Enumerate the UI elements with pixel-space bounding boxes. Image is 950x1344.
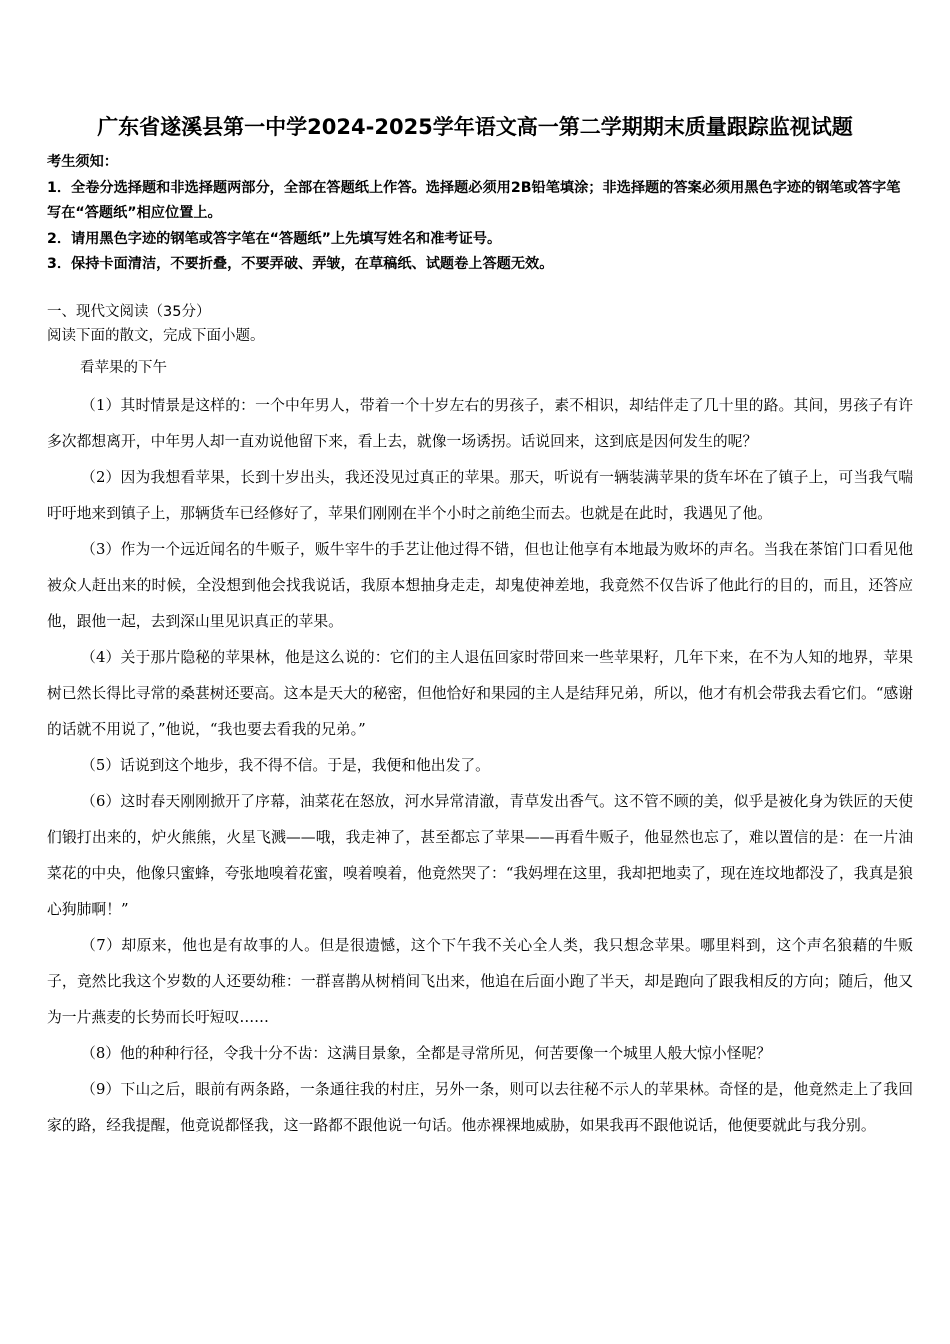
candidate-notice bbox=[47, 150, 912, 278]
paragraph-8: （8）他的种种行径，令我十分不齿：这满目景象，全都是寻常所见，何苦要像一个城里人般大惊小怪呢？ bbox=[81, 1045, 772, 1062]
paragraph-6: （6）这时春天刚刚掀开了序幕，油菜花在怒放，河水异常清澈，青草发出香气。这不管不顾的美，似乎是被化身为铁匠的天使们锻打出来的，炉火熊熊，火星飞溅——哦，我走神了，甚至都忘了苹果——再看牛贩子，他显然也忘了，难以置信的是：在一片油菜花的中央，他像只蜜蜂，夸张地嗅着花蜜，嗅着嗅着，他竟然哭了：“我妈埋在这里，我却把地卖了，现在连坟地都没了，我真是狼心狗肺啊！” bbox=[47, 793, 913, 918]
paragraph-3: （3）作为一个远近闻名的牛贩子，贩牛宰牛的手艺让他过得不错，但也让他享有本地最为败坏的声名。当我在茶馆门口看见他被众人赶出来的时候，全没想到他会找我说话，我原本想抽身走走，却鬼使神差地，我竟然不仅告诉了他此行的目的，而且，还答应他，跟他一起，去到深山里见识真正的苹果。 bbox=[47, 541, 913, 630]
story-body bbox=[47, 388, 913, 1144]
paragraph-4: （4）关于那片隐秘的苹果林，他是这么说的：它们的主人退伍回家时带回来一些苹果籽，几年下来，在不为人知的地界，苹果树已然长得比寻常的桑葚树还要高。这本是天大的秘密，但他恰好和果园的主人是结拜兄弟，所以，他才有机会带我去看它们。“感谢的话就不用说了，”他说，“我也要去看我的兄弟。” bbox=[47, 649, 913, 738]
notice-heading: 考生须知： bbox=[47, 154, 118, 170]
paragraph-5: （5）话说到这个地步，我不得不信。于是，我便和他出发了。 bbox=[81, 757, 490, 774]
notice-item-3: 3．保持卡面清洁，不要折叠，不要弄破、弄皱，在草稿纸、试题卷上答题无效。 bbox=[47, 256, 554, 272]
notice-item-1: 1．全卷分选择题和非选择题两部分，全部在答题纸上作答。选择题必须用2B铅笔填涂；非选择题的答案必须用黑色字迹的钢笔或答字笔写在“答题纸”相应位置上。 bbox=[47, 179, 901, 221]
paragraph-1: （1）其时情景是这样的：一个中年男人，带着一个十岁左右的男孩子，素不相识，却结伴走了几十里的路。其间，男孩子有许多次都想离开，中年男人却一直劝说他留下来，看上去，就像一场诱拐。话说回来，这到底是因何发生的呢？ bbox=[47, 397, 913, 450]
paragraph-2: （2）因为我想看苹果，长到十岁出头，我还没见过真正的苹果。那天，听说有一辆装满苹果的货车坏在了镇子上，可当我气喘吁吁地来到镇子上，那辆货车已经修好了，苹果们刚刚在半个小时之前绝尘而去。也就是在此时，我遇见了他。 bbox=[47, 469, 913, 522]
notice-item-2: 2．请用黑色字迹的钢笔或答字笔在“答题纸”上先填写姓名和准考证号。 bbox=[47, 230, 502, 247]
page-title: 广东省遂溪县第一中学2024-2025学年语文高一第二学期期末质量跟踪监视试题 bbox=[97, 115, 853, 139]
paragraph-9: （9）下山之后，眼前有两条路，一条通往我的村庄，另外一条，则可以去往秘不示人的苹果林。奇怪的是，他竟然走上了我回家的路，经我提醒，他竟说都怪我，这一路都不跟他说一句话。他赤裸裸地威胁，如果我再不跟他说话，他便要就此与我分别。 bbox=[47, 1081, 913, 1134]
story-title: 看苹果的下午 bbox=[80, 360, 167, 376]
paragraph-7: （7）却原来，他也是有故事的人。但是很遗憾，这个下午我不关心全人类，我只想念苹果。哪里料到，这个声名狼藉的牛贩子，竟然比我这个岁数的人还要幼稚：一群喜鹊从树梢间飞出来，他追在后面小跑了半天，却是跑向了跟我相反的方向；随后，他又为一片燕麦的长势而长吁短叹…… bbox=[47, 937, 913, 1026]
section-heading: 一、现代文阅读（35分） bbox=[47, 304, 211, 320]
reading-instruction: 阅读下面的散文，完成下面小题。 bbox=[47, 328, 265, 344]
